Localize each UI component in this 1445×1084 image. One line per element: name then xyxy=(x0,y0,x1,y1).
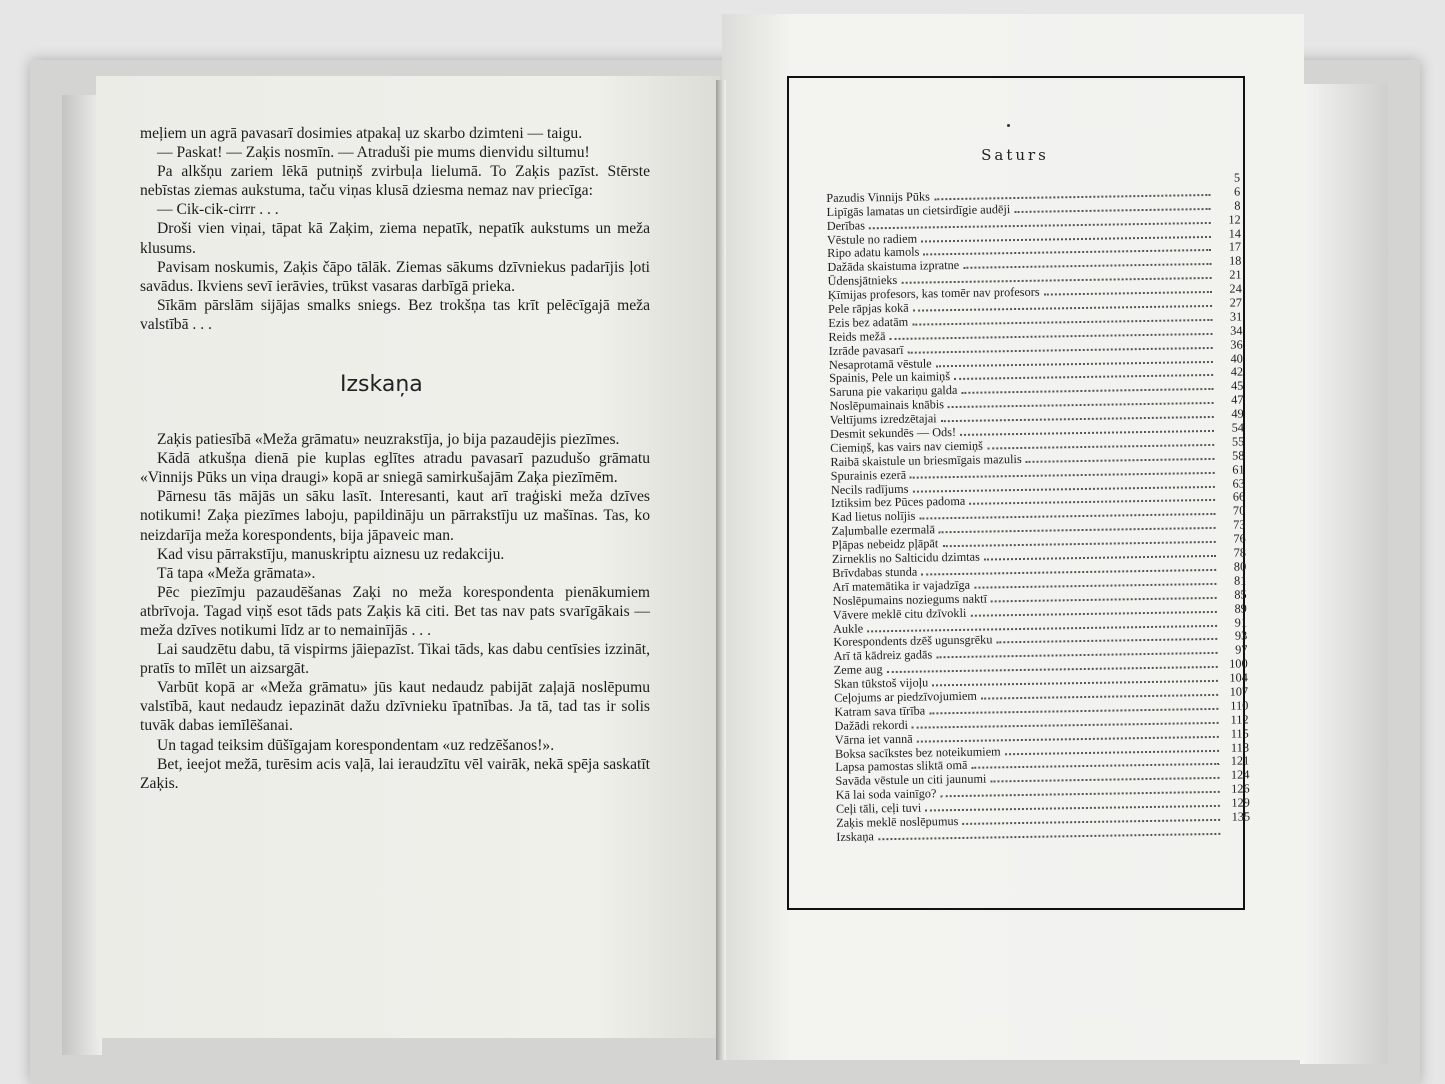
dot-leader xyxy=(940,790,1219,797)
dot-leader xyxy=(942,540,1215,547)
paragraph: Lai saudzētu dabu, tā vispirms jāiepazīst. Tikai tāds, kas dabu centīsies izzināt, pratīs to mīlēt un aizsargāt. xyxy=(140,641,650,678)
paragraph: Droši vien viņai, tāpat kā Zaķim, ziema nepatīk, nepatīk aukstums un meža klusums. xyxy=(140,220,650,257)
dot-leader xyxy=(971,762,1219,769)
paragraph: Sīkām pārslām sijājas smalks sniegs. Bez trokšņa tas krīt pelēcīgajā meža valstībā . . . xyxy=(140,296,650,333)
toc-entry-title: Raibā skaistule un briesmīgais mazulis xyxy=(830,451,1022,469)
top-paragraphs xyxy=(140,124,650,334)
dot-leader xyxy=(963,262,1211,269)
toc-entry-title: Skan tūkstoš vijoļu xyxy=(833,675,929,691)
toc-entry-title: Kā lai soda vainīgo? xyxy=(835,786,937,803)
paragraph: Varbūt kopā ar «Meža grāmatu» jūs kaut nedaudz pabijāt zaļajā noslēpumu valstībā, kaut nedaudz iepazināt dažu dzīvnieku īpatnības. Ja tā, tad tas ir solis tuvāk dabas iemīlēšanai. xyxy=(140,679,650,735)
paragraph: Pa alkšņu zariem lēkā putniņš zvirbuļa lielumā. To Zaķis pazīst. Stērste nebīstas ziemas aukstuma, taču viņas klusā dziesma nemaz nav priecīga: xyxy=(140,163,650,200)
toc-page-number: 85 xyxy=(1234,587,1247,602)
toc-page-number: 115 xyxy=(1230,726,1249,741)
dot-leader xyxy=(984,554,1216,561)
toc-page-number: 135 xyxy=(1231,809,1251,824)
toc-entry-title: Korespondents dzēš ugunsgrēku xyxy=(833,632,993,650)
dot-leader xyxy=(925,804,1220,812)
dot-leader xyxy=(912,318,1212,326)
dot-leader xyxy=(941,415,1214,422)
dot-leader xyxy=(1044,290,1212,296)
section-heading: Izskaņa xyxy=(340,372,423,398)
toc-page-number: 91 xyxy=(1234,614,1248,630)
dot-leader xyxy=(991,596,1217,603)
paragraph: — Cik-cik-cirrr . . . xyxy=(157,201,279,219)
cover-edge-right xyxy=(1300,84,1388,1064)
toc-entry-title: Ceļi tāli, ceļi tuvi xyxy=(835,800,922,816)
dot-leader xyxy=(912,485,1214,493)
paragraph: Kad visu pārrakstīju, manuskriptu aiznesu uz redakciju. xyxy=(157,545,505,563)
toc-entry-title: Reids mežā xyxy=(828,328,886,344)
toc-entry-title: Ciemiņš, kas vairs nav ciemiņš xyxy=(830,438,984,455)
toc-page-number: 18 xyxy=(1228,253,1242,269)
toc-entry-title: Pļāpas nebeidz pļāpāt xyxy=(831,536,939,553)
toc-page-number: 121 xyxy=(1230,753,1250,769)
dot-leader xyxy=(987,443,1214,450)
toc-entry-title: Nesaprotamā vēstule xyxy=(828,355,932,372)
toc-entry-title: Derības xyxy=(826,218,866,233)
toc-page-number: 110 xyxy=(1230,698,1249,713)
toc-page-number: 89 xyxy=(1234,601,1247,616)
dot-leader xyxy=(917,735,1219,743)
toc-page-number: 58 xyxy=(1232,448,1245,463)
dot-leader xyxy=(939,526,1216,533)
dot-leader xyxy=(1026,457,1215,463)
toc-entry-title: Spainis, Pele un kaimiņš xyxy=(829,369,951,386)
toc-entry-title: Lapsa pamostas sliktā omā xyxy=(835,758,968,775)
toc-entry-title: Vārna iet vannā xyxy=(834,731,913,747)
table-of-contents xyxy=(826,171,1250,844)
paragraph: Pēc piezīmju pazaudēšanas Zaķi no meža korespondenta pienākumiem atbrīvoja. Tagad viņš esot tāds pats Zaķis kā citi. Bet tas nav pats svarīgākais — meža dzīves notikumi līdz ar to nemainījās . . . xyxy=(140,583,650,639)
toc-page-number: 17 xyxy=(1228,239,1242,255)
dot-leader xyxy=(962,818,1220,825)
toc-page-number: 27 xyxy=(1229,295,1243,310)
dot-leader xyxy=(960,429,1214,436)
dot-leader xyxy=(934,193,1210,200)
toc-entry-title: Saruna pie vakariņu galda xyxy=(829,383,958,400)
dot-leader xyxy=(970,610,1217,617)
toc-entry-title: Lipīgās lamatas un cietsirdīgie audēji xyxy=(826,201,1011,219)
dot-leader xyxy=(961,387,1213,394)
toc-page-number: 34 xyxy=(1230,323,1243,338)
toc-entry-title: Zeme aug xyxy=(833,662,883,678)
dot-leader xyxy=(921,568,1216,576)
bottom-paragraphs xyxy=(140,430,650,793)
toc-page-number: 61 xyxy=(1232,462,1245,477)
toc-page-number: 63 xyxy=(1232,476,1245,491)
dot-leader xyxy=(932,679,1218,686)
paragraph: Tā tapa «Meža grāmata». xyxy=(157,564,316,582)
toc-entry-title: Zirneklis no Salticidu dzimtas xyxy=(831,549,980,566)
toc-page-number: 12 xyxy=(1228,212,1241,227)
dot-leader xyxy=(936,651,1217,658)
toc-entry-title: Vēstule no radiem xyxy=(826,231,918,247)
toc-entry-title: Katram sava tīrība xyxy=(834,703,926,719)
paragraph: Pavisam noskumis, Zaķis čāpo tālāk. Ziemas sākums dzīvniekus padarījis ļoti savādus. Ikviens sevī ierāvies, trūkst vasaras darbīgā prieka. xyxy=(140,258,650,295)
toc-page-number: 100 xyxy=(1229,656,1248,671)
toc-page-number: 6 xyxy=(1233,184,1241,199)
toc-entry-title: Dažāda skaistuma izpratne xyxy=(827,258,960,275)
dot-leader xyxy=(996,637,1217,643)
toc-entry-title: Ceļojums ar piedzīvojumiem xyxy=(834,688,978,705)
paragraph: — Paskat! — Zaķis nosmīn. — Atraduši pie mums dienvidu siltumu! xyxy=(157,144,590,162)
paragraph: Bet, ieejot mežā, turēsim acis vaļā, lai ieraudzītu vēl vairāk, nekā spēja saskatīt Zaķis. xyxy=(140,755,650,792)
ink-dot xyxy=(1007,124,1010,127)
toc-entry-title: Savāda vēstule un citi jaunumi xyxy=(835,771,987,789)
toc-page-number: 42 xyxy=(1230,364,1244,380)
toc-entry-title: Ūdensjātnieks xyxy=(827,273,898,289)
toc-page-number: 118 xyxy=(1230,739,1250,755)
toc-entry-title: Dažādi rekordi xyxy=(834,717,909,733)
paragraph: meļiem un agrā pavasarī dosimies atpakaļ uz skarbo dzimteni — taigu. xyxy=(140,125,583,142)
toc-entry-title: Kad lietus nolījis xyxy=(831,509,916,525)
dot-leader xyxy=(929,707,1218,715)
dot-leader xyxy=(954,373,1213,380)
toc-entry-title: Vāvere meklē citu dzīvokli xyxy=(832,605,967,622)
toc-page-number: 76 xyxy=(1233,531,1246,546)
toc-page-number: 21 xyxy=(1229,267,1242,282)
toc-page-number: 129 xyxy=(1231,795,1250,810)
dot-leader xyxy=(923,248,1211,256)
dot-leader xyxy=(948,401,1214,408)
toc-page-number: 81 xyxy=(1233,573,1247,588)
toc-page-number: 31 xyxy=(1229,309,1243,324)
toc-entry-title: Aukle xyxy=(832,620,864,636)
toc-entry-title: Iztiksim bez Pūces padoma xyxy=(831,494,966,511)
toc-page-number: 45 xyxy=(1230,378,1244,394)
toc-page-number: 112 xyxy=(1230,712,1249,727)
toc-page-number: 78 xyxy=(1233,545,1247,560)
toc-page-number: 40 xyxy=(1230,351,1243,366)
toc-entry-title: Spurainis ezerā xyxy=(830,467,907,483)
dot-leader xyxy=(936,360,1213,367)
toc-page-number: 93 xyxy=(1234,628,1248,644)
left-page-text xyxy=(140,124,650,793)
toc-page-number: 55 xyxy=(1231,434,1245,449)
toc-page-number: 124 xyxy=(1230,767,1250,783)
toc-entry-title: Zaķis meklē noslēpumus xyxy=(836,813,959,830)
paragraph: Un tagad teiksim dūšīgajam korespondentam «uz redzēšanos!». xyxy=(157,736,555,754)
toc-entry-title: Desmit sekundēs — Ods! xyxy=(829,425,957,441)
toc-page-number: 97 xyxy=(1235,642,1248,657)
dot-leader xyxy=(913,304,1212,312)
toc-page-number: 104 xyxy=(1229,670,1249,685)
toc-entry-title: Brīvdabas stunda xyxy=(832,564,918,580)
section-gap xyxy=(140,334,650,372)
dot-leader xyxy=(1005,748,1219,754)
dot-leader xyxy=(878,832,1220,840)
toc-page-number: 24 xyxy=(1229,281,1242,296)
toc-entry-title: Zaļumballe ezermalā xyxy=(831,522,936,539)
toc-entry-title: Pazudis Vinnijs Pūks xyxy=(826,189,930,205)
toc-page-number: 54 xyxy=(1231,420,1245,435)
toc-page-number: 73 xyxy=(1233,517,1246,532)
toc-page-number: 80 xyxy=(1233,559,1247,574)
toc-entry-title: Izskaņa xyxy=(836,829,875,844)
toc-entry-title: Noslēpumains noziegums naktī xyxy=(832,591,988,608)
toc-page-number: 66 xyxy=(1232,489,1246,505)
dot-leader xyxy=(974,582,1216,589)
toc-page-number: 107 xyxy=(1229,684,1249,699)
toc-page-number: 126 xyxy=(1231,781,1250,796)
toc-entry-title: Ķīmijas profesors, kas tomēr nav profesors xyxy=(827,284,1040,303)
toc-entry-title: Necils radījums xyxy=(830,481,909,497)
dot-leader xyxy=(990,776,1219,783)
toc-page-number: 8 xyxy=(1234,198,1241,213)
toc-entry-title: Veltījums izredzētajai xyxy=(829,411,937,428)
dot-leader xyxy=(1014,207,1210,213)
toc-title: Saturs xyxy=(981,146,1049,164)
toc-page-number: 14 xyxy=(1228,226,1242,241)
toc-page-number: 47 xyxy=(1231,392,1244,407)
toc-entry-title: Ezis bez adatām xyxy=(828,314,909,330)
paragraph: Zaķis patiesībā «Meža grāmatu» neuzrakstīja, jo bija pazaudējis piezīmes. xyxy=(157,431,620,449)
toc-entry-title: Ripo adatu kamols xyxy=(827,244,920,261)
toc-entry-title: Noslēpumainais knābis xyxy=(829,397,945,414)
dot-leader xyxy=(921,235,1211,243)
toc-entry-title: Izrāde pavasarī xyxy=(828,342,904,358)
toc-page-number: 36 xyxy=(1230,337,1243,352)
book-spine xyxy=(716,80,726,1060)
toc-page-number: 5 xyxy=(1233,170,1241,185)
toc-entry-title: Boksa sacīkstes bez noteikumiem xyxy=(834,743,1001,761)
toc-entry-title: Arī tā kādreiz gadās xyxy=(833,647,933,664)
toc-entry-title: Pele rāpjas kokā xyxy=(827,300,909,316)
toc-entry-title: Arī matemātika ir vajadzīga xyxy=(832,577,971,594)
dot-leader xyxy=(969,498,1215,505)
dot-leader xyxy=(981,693,1218,700)
paragraph: Pārnesu tās mājās un sāku lasīt. Interesanti, kaut arī traģiski meža dzīves notikumi! Zaķa piezīmes laboju, papildināju un pārrakstīju uz mašīnas. Tas, ko neizdarīja meža korespondents, bija jāpaveic man. xyxy=(140,488,650,544)
dot-leader xyxy=(919,512,1215,520)
paragraph: Kādā atkušņa dienā pie kuplas eglītes atradu pavasarī pazudušo grāmatu «Vinnijs Pūks un viņa draugi» kopā ar sniegā samirkušajām Zaķa piezīmēm. xyxy=(140,450,650,487)
toc-page-number: 49 xyxy=(1231,406,1244,421)
toc-page-number: 70 xyxy=(1232,503,1246,519)
